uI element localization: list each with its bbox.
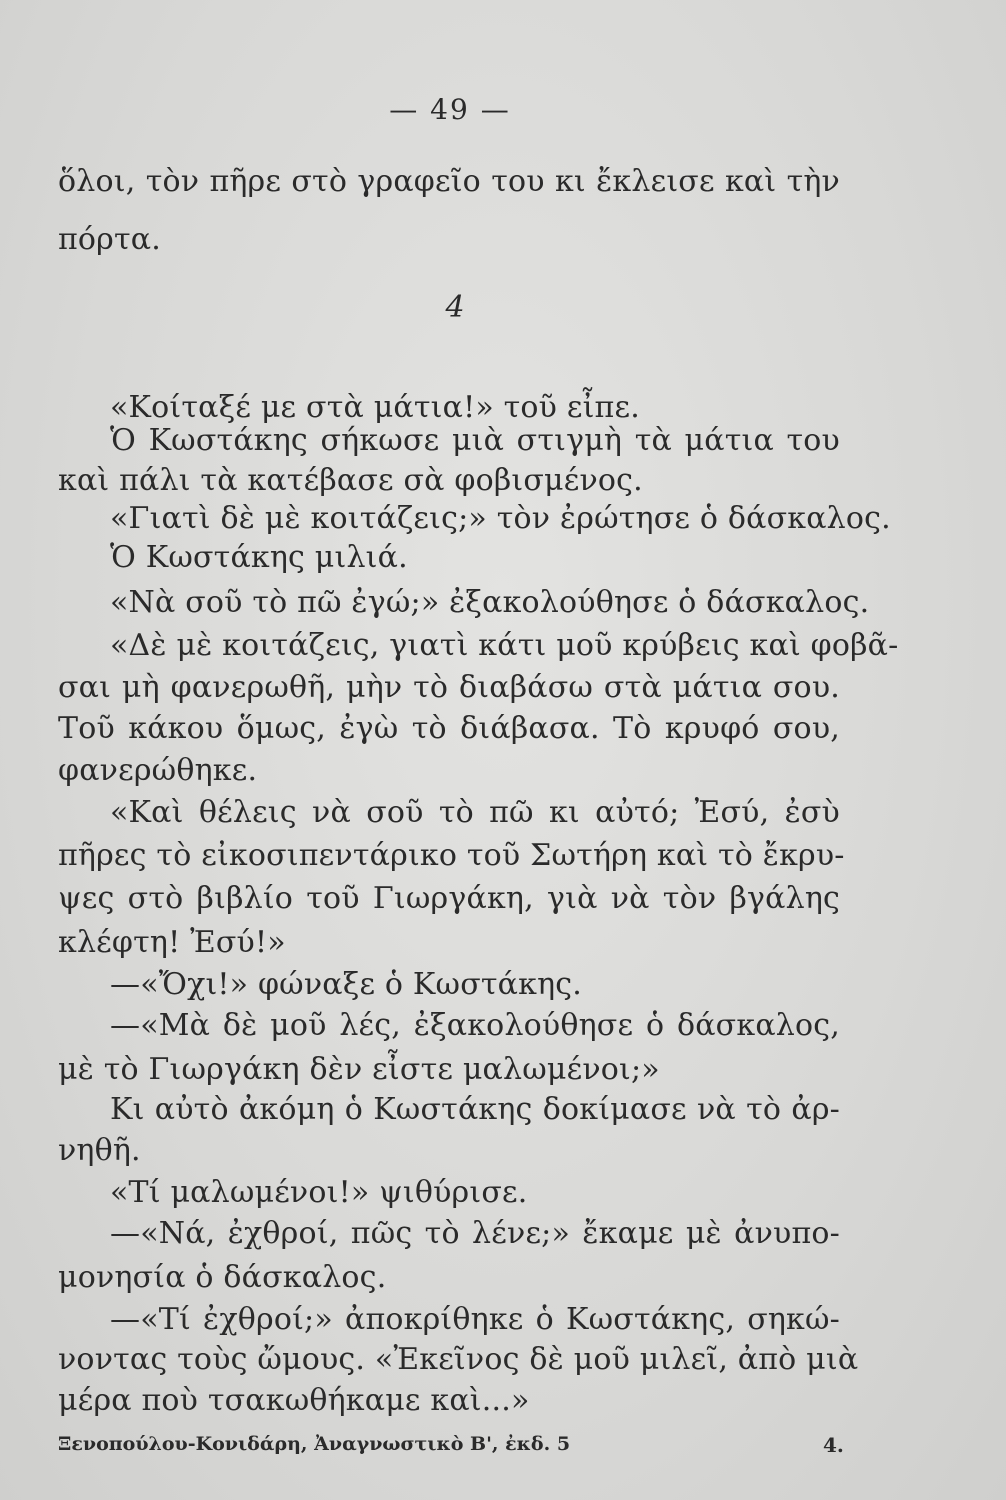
footer-imprint: Ξενοπούλου-Κονιδάρη, Ἀναγνωστικὸ Β', ἐκδ. 5 bbox=[58, 1433, 571, 1455]
text-line-23: —«Νά, ἐχθροί, πῶς τὸ λένε;» ἔκαμε μὲ ἀνυπο- bbox=[110, 1216, 840, 1251]
text-line-6: «Γιατὶ δὲ μὲ κοιτάζεις;» τὸν ἐρώτησε ὁ δάσκαλος. bbox=[110, 501, 891, 536]
text-line-11: Τοῦ κάκου ὅμως, ἐγὼ τὸ διάβασα. Τὸ κρυφό σου, bbox=[58, 711, 840, 746]
text-line-1: ὅλοι, τὸν πῆρε στὸ γραφεῖο του κι ἔκλεισε καὶ τὴν bbox=[58, 164, 840, 199]
text-line-3: «Κοίταξέ με στὰ μάτια!» τοῦ εἶπε. bbox=[110, 390, 640, 425]
text-line-16: κλέφτη! Ἐσύ!» bbox=[58, 925, 286, 960]
text-line-17: —«Ὄχι!» φώναξε ὁ Κωστάκης. bbox=[110, 967, 582, 1002]
text-line-2: πόρτα. bbox=[58, 222, 162, 257]
text-line-9: «Δὲ μὲ κοιτάζεις, γιατὶ κάτι μοῦ κρύβεις καὶ φοβᾶ- bbox=[110, 628, 899, 663]
text-line-8: «Νὰ σοῦ τὸ πῶ ἐγώ;» ἐξακολούθησε ὁ δάσκαλος. bbox=[110, 585, 870, 620]
footer-signature: 4. bbox=[823, 1433, 844, 1457]
page-number: — 49 — bbox=[389, 93, 511, 126]
text-line-21: νηθῆ. bbox=[58, 1133, 141, 1168]
text-line-10: σαι μὴ φανερωθῆ, μὴν τὸ διαβάσω στὰ μάτια σου. bbox=[58, 670, 840, 705]
section-number: 4 bbox=[445, 290, 465, 325]
text-line-19: μὲ τὸ Γιωργάκη δὲν εἶστε μαλωμένοι;» bbox=[58, 1052, 660, 1087]
text-line-5: καὶ πάλι τὰ κατέβασε σὰ φοβισμένος. bbox=[58, 463, 643, 498]
text-line-18: —«Μὰ δὲ μοῦ λές, ἐξακολούθησε ὁ δάσκαλος, bbox=[110, 1008, 840, 1043]
text-line-7: Ὁ Κωστάκης μιλιά. bbox=[110, 540, 408, 575]
text-line-25: —«Τί ἐχθροί;» ἀποκρίθηκε ὁ Κωστάκης, σηκώ- bbox=[110, 1302, 840, 1337]
text-line-24: μονησία ὁ δάσκαλος. bbox=[58, 1260, 387, 1295]
text-line-26: νοντας τοὺς ὤμους. «Ἐκεῖνος δὲ μοῦ μιλεῖ, ἀπὸ μιὰ bbox=[58, 1342, 859, 1377]
text-line-14: πῆρες τὸ εἰκοσιπεντάρικο τοῦ Σωτήρη καὶ τὸ ἔκρυ- bbox=[58, 838, 845, 873]
text-line-4: Ὁ Κωστάκης σήκωσε μιὰ στιγμὴ τὰ μάτια του bbox=[110, 423, 840, 458]
text-line-12: φανερώθηκε. bbox=[58, 753, 258, 788]
text-line-15: ψες στὸ βιβλίο τοῦ Γιωργάκη, γιὰ νὰ τὸν βγάλης bbox=[58, 881, 840, 916]
text-line-20: Κι αὐτὸ ἀκόμη ὁ Κωστάκης δοκίμασε νὰ τὸ ἀρ- bbox=[110, 1092, 840, 1127]
text-line-22: «Τί μαλωμένοι!» ψιθύρισε. bbox=[110, 1175, 528, 1210]
text-line-13: «Καὶ θέλεις νὰ σοῦ τὸ πῶ κι αὐτό; Ἐσύ, ἐσὺ bbox=[110, 795, 840, 830]
text-line-27: μέρα ποὺ τσακωθήκαμε καὶ...» bbox=[58, 1383, 530, 1418]
